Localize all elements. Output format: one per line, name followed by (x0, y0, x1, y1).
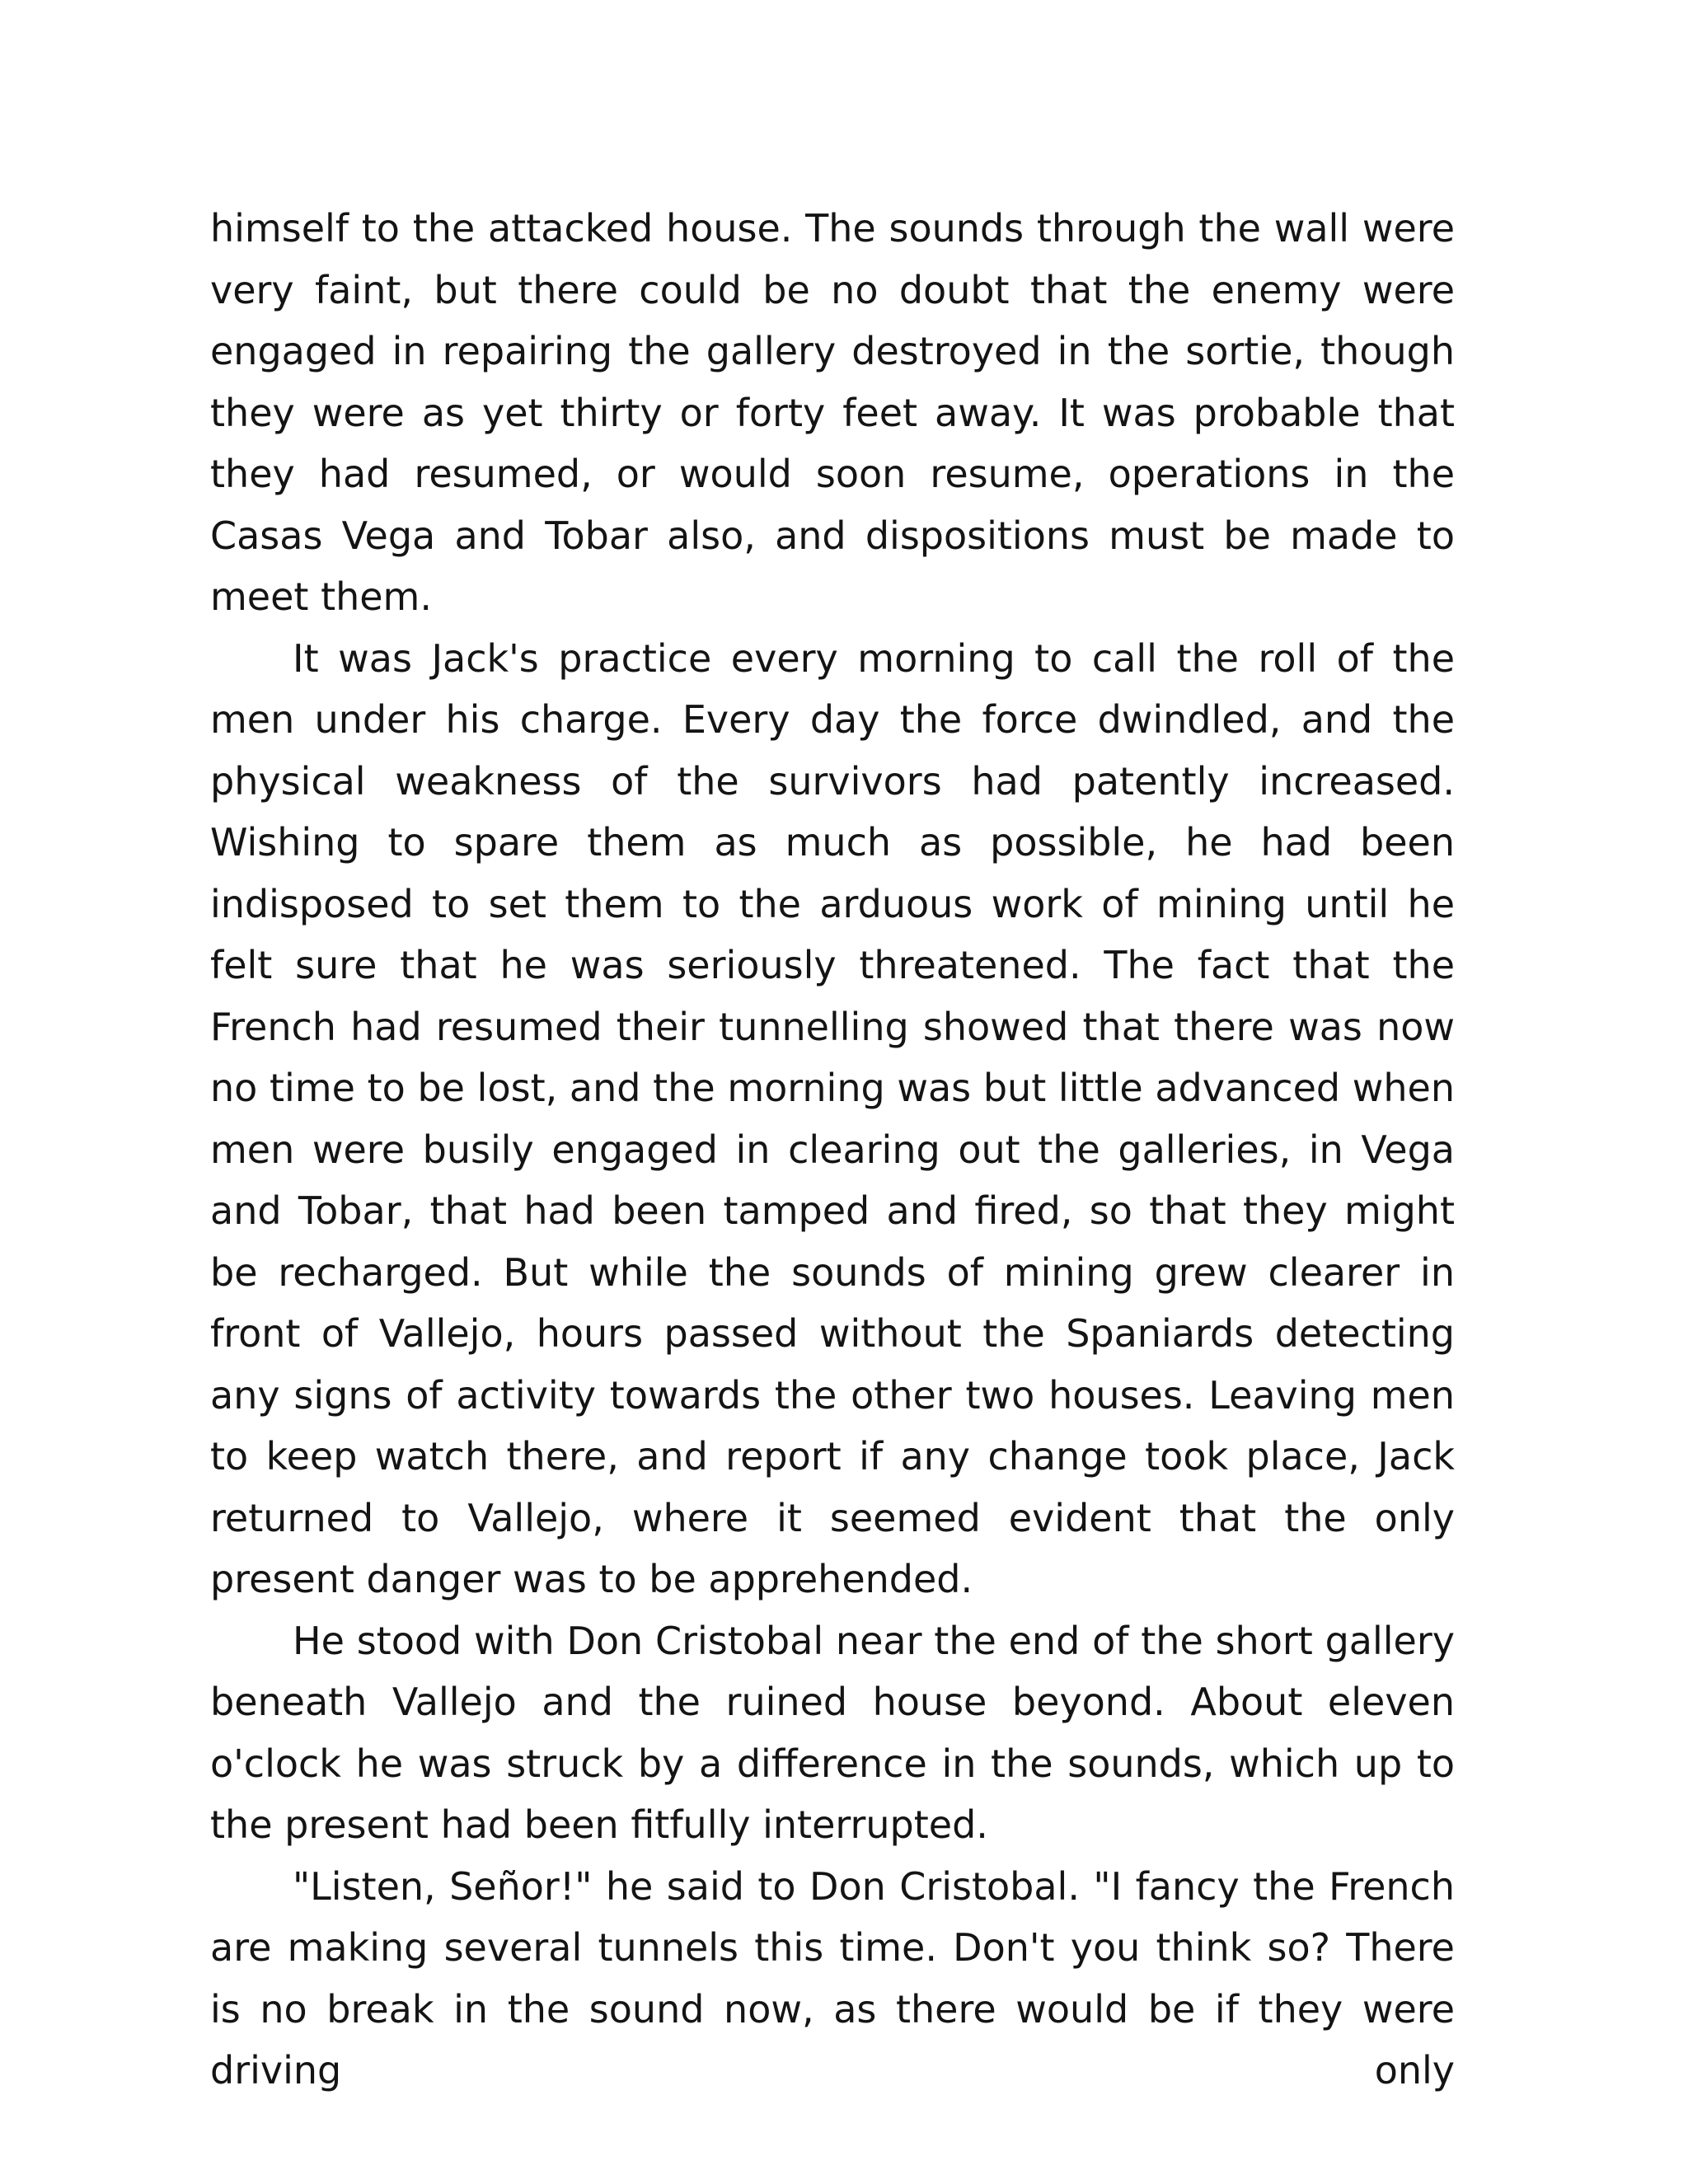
paragraph-1: himself to the attacked house. The sounds through the wall were very faint, but there could be no doubt that the enemy were engaged in repairing the gallery destroyed in the sortie, though they were as yet thirty or forty feet away. It was probable that they had resumed, or would soon resume, operations in the Casas Vega and Tobar also, and dispositions must be made to meet them. (210, 206, 1455, 619)
body-text (210, 198, 1455, 2102)
paragraph-2: It was Jack's practice every morning to call the roll of the men under his charge. Every day the force dwindled, and the physical weakness of the survivors had patently increased. Wishing to spare them as much as possible, he had been indisposed to set them to the arduous work of mining until he felt sure that he was seriously threatened. The fact that the French had resumed their tunnelling showed that there was now no time to be lost, and the morning was but little advanced when men were busily engaged in clearing out the galleries, in Vega and Tobar, that had been tamped and fired, so that they might be recharged. But while the sounds of mining grew clearer in front of Vallejo, hours passed without the Spaniards detecting any signs of activity towards the other two houses. Leaving men to keep watch there, and report if any change took place, Jack returned to Vallejo, where it seemed evident that the only present danger was to be apprehended. (210, 635, 1455, 1601)
paragraph-3: He stood with Don Cristobal near the end of the short gallery beneath Vallejo and the ruined house beyond. About eleven o'clock he was struck by a difference in the sounds, which up to the present had been fitfully interrupted. (210, 1618, 1455, 1847)
paragraph-4: "Listen, Señor!" he said to Don Cristobal. "I fancy the French are making several tunnels this time. Don't you think so? There is no break in the sound now, as there would be if they were driving only (210, 1863, 1455, 2093)
